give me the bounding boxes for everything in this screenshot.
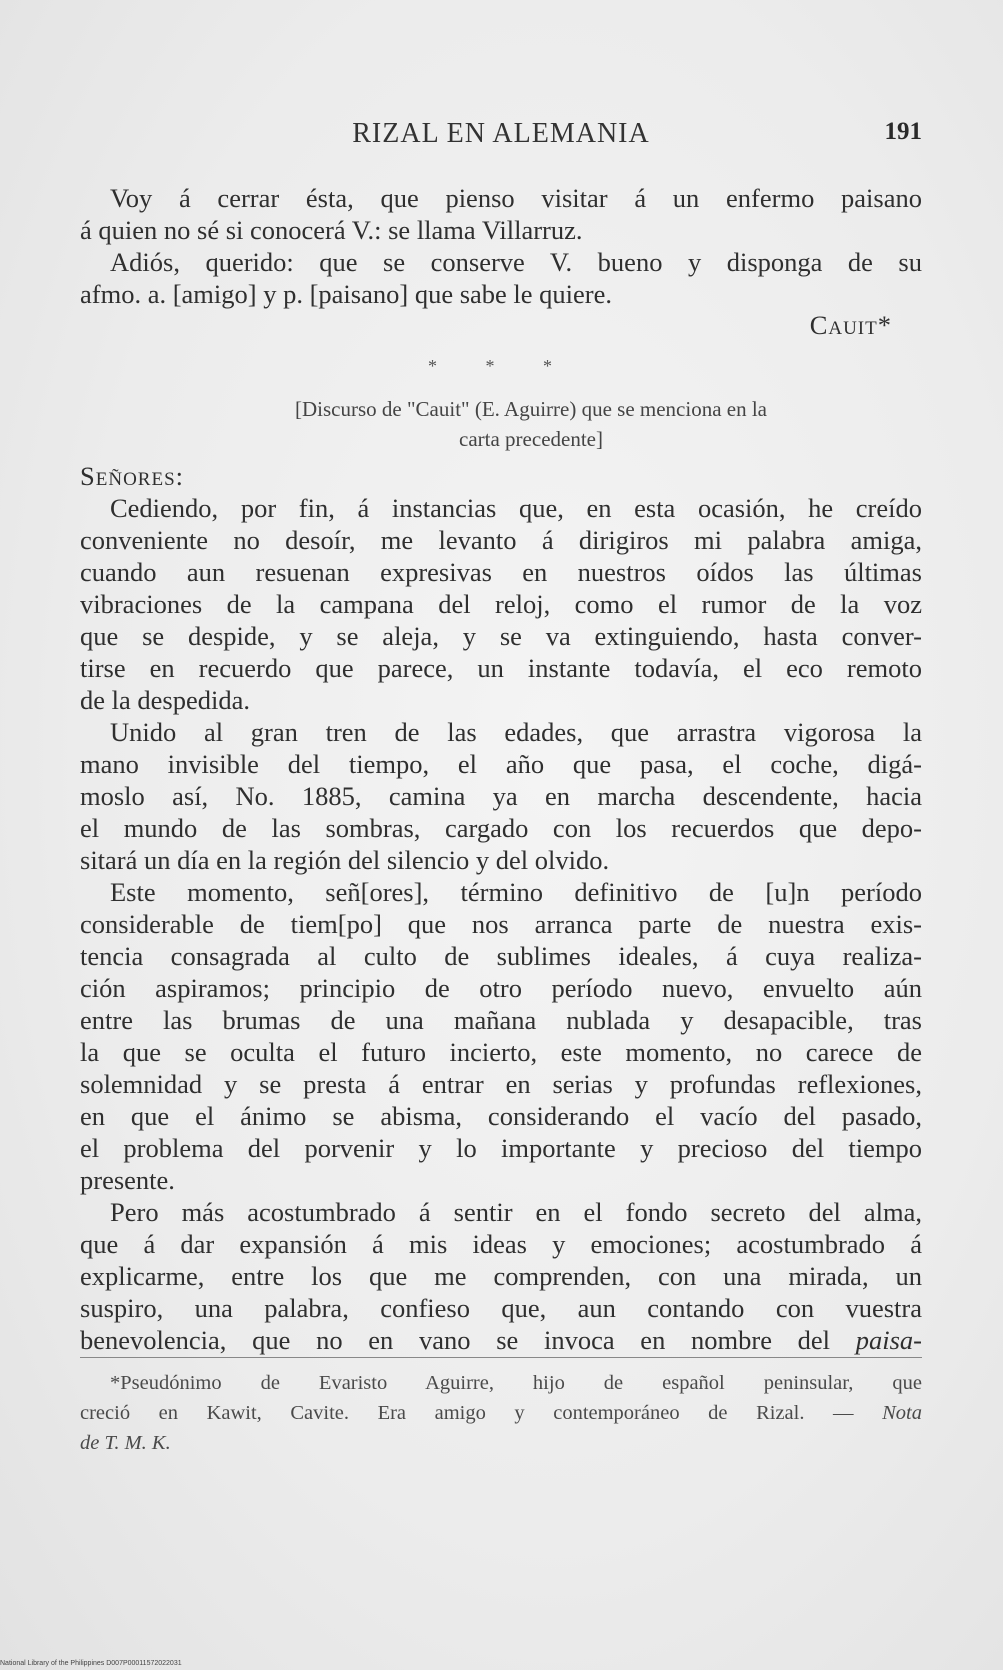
footnote-divider — [80, 1357, 922, 1358]
text-line: tencia consagrada al culto de sublimes ideales, á cuya realiza- — [80, 941, 922, 971]
footnote-line: *Pseudónimo de Evaristo Aguirre, hijo de español peninsular, que — [110, 1372, 922, 1394]
text-line: conveniente no desoír, me levanto á dirigiros mi palabra amiga, — [80, 525, 922, 555]
footnote-line: de T. M. K. — [80, 1432, 171, 1454]
text-line: mano invisible del tiempo, el año que pasa, el coche, digá- — [80, 749, 922, 779]
heading-note-line: [Discurso de "Cauit" (E. Aguirre) que se menciona en la — [295, 397, 767, 421]
running-title: RIZAL EN ALEMANIA — [352, 118, 650, 149]
text-line: Este momento, señ[ores], término definitivo de [u]n período — [110, 877, 922, 907]
text-line: Adiós, querido: que se conserve V. bueno y disponga de su — [110, 247, 922, 277]
text-line: presente. — [80, 1165, 175, 1195]
text-line: de la despedida. — [80, 685, 250, 715]
text-line: sitará un día en la región del silencio y del olvido. — [80, 845, 610, 875]
footnote-italic-run: Nota — [882, 1402, 922, 1424]
body-text — [80, 182, 922, 1356]
text-line: Pero más acostumbrado á sentir en el fondo secreto del alma, — [110, 1197, 922, 1227]
paragraph-2 — [80, 246, 922, 310]
page-number: 191 — [884, 118, 922, 145]
heading-note-line: carta precedente] — [459, 427, 603, 451]
speech-heading-note — [80, 394, 922, 454]
signature: Cauit* — [809, 310, 892, 340]
text-line: vibraciones de la campana del reloj, como el rumor de la voz — [80, 589, 922, 619]
library-stamp: National Library of the Philippines D007P00011572022031 — [0, 1660, 182, 1667]
text-line: en que el ánimo se abisma, considerando el vacío del pasado, — [80, 1101, 922, 1131]
text-line: ción aspiramos; principio de otro período nuevo, envuelto aún — [80, 973, 922, 1003]
text-line: considerable de tiem[po] que nos arranca parte de nuestra exis- — [80, 909, 922, 939]
text-line: á quien no sé si conocerá V.: se llama Villarruz. — [80, 215, 583, 245]
footnote — [80, 1368, 922, 1458]
text-line: afmo. a. [amigo] y p. [paisano] que sabe le quiere. — [80, 279, 613, 309]
footnote-line — [80, 1398, 922, 1428]
text-line: que á dar expansión á mis ideas y emociones; acostumbrado á — [80, 1229, 922, 1259]
section-separator: * * * — [428, 356, 574, 376]
paragraph-4 — [80, 716, 922, 876]
paragraph-1 — [80, 182, 922, 246]
page-header — [80, 118, 922, 158]
text-line: el problema del porvenir y lo importante y precioso del tiempo — [80, 1133, 922, 1163]
text-line: solemnidad y se presta á entrar en serias y profundas reflexiones, — [80, 1069, 922, 1099]
text-line: Unido al gran tren de las edades, que arrastra vigorosa la — [110, 717, 922, 747]
footnote-text-run: creció en Kawit, Cavite. Era amigo y contemporáneo de Rizal. — — [80, 1402, 854, 1424]
salutation: Señores: — [80, 461, 184, 491]
text-line: suspiro, una palabra, confieso que, aun contando con vuestra — [80, 1293, 922, 1323]
paragraph-6 — [80, 1196, 922, 1356]
text-line: la que se oculta el futuro incierto, este momento, no carece de — [80, 1037, 922, 1067]
italic-text-run: paisa- — [855, 1325, 922, 1355]
text-line: que se despide, y se aleja, y se va extinguiendo, hasta conver- — [80, 621, 922, 651]
text-line: cuando aun resuenan expresivas en nuestros oídos las últimas — [80, 557, 922, 587]
text-line-last — [80, 1324, 922, 1356]
text-line: el mundo de las sombras, cargado con los recuerdos que depo- — [80, 813, 922, 843]
text-run: benevolencia, que no en vano se invoca en nombre del — [80, 1325, 856, 1355]
text-line: moslo así, No. 1885, camina ya en marcha descendente, hacia — [80, 781, 922, 811]
text-line: tirse en recuerdo que parece, un instante todavía, el eco remoto — [80, 653, 922, 683]
text-line: Voy á cerrar ésta, que pienso visitar á un enfermo paisano — [110, 183, 922, 213]
paragraph-5 — [80, 876, 922, 1196]
text-line: entre las brumas de una mañana nublada y desapacible, tras — [80, 1005, 922, 1035]
text-line: explicarme, entre los que me comprenden, con una mirada, un — [80, 1261, 922, 1291]
text-line: Cediendo, por fin, á instancias que, en esta ocasión, he creído — [110, 493, 922, 523]
paragraph-3 — [80, 492, 922, 716]
